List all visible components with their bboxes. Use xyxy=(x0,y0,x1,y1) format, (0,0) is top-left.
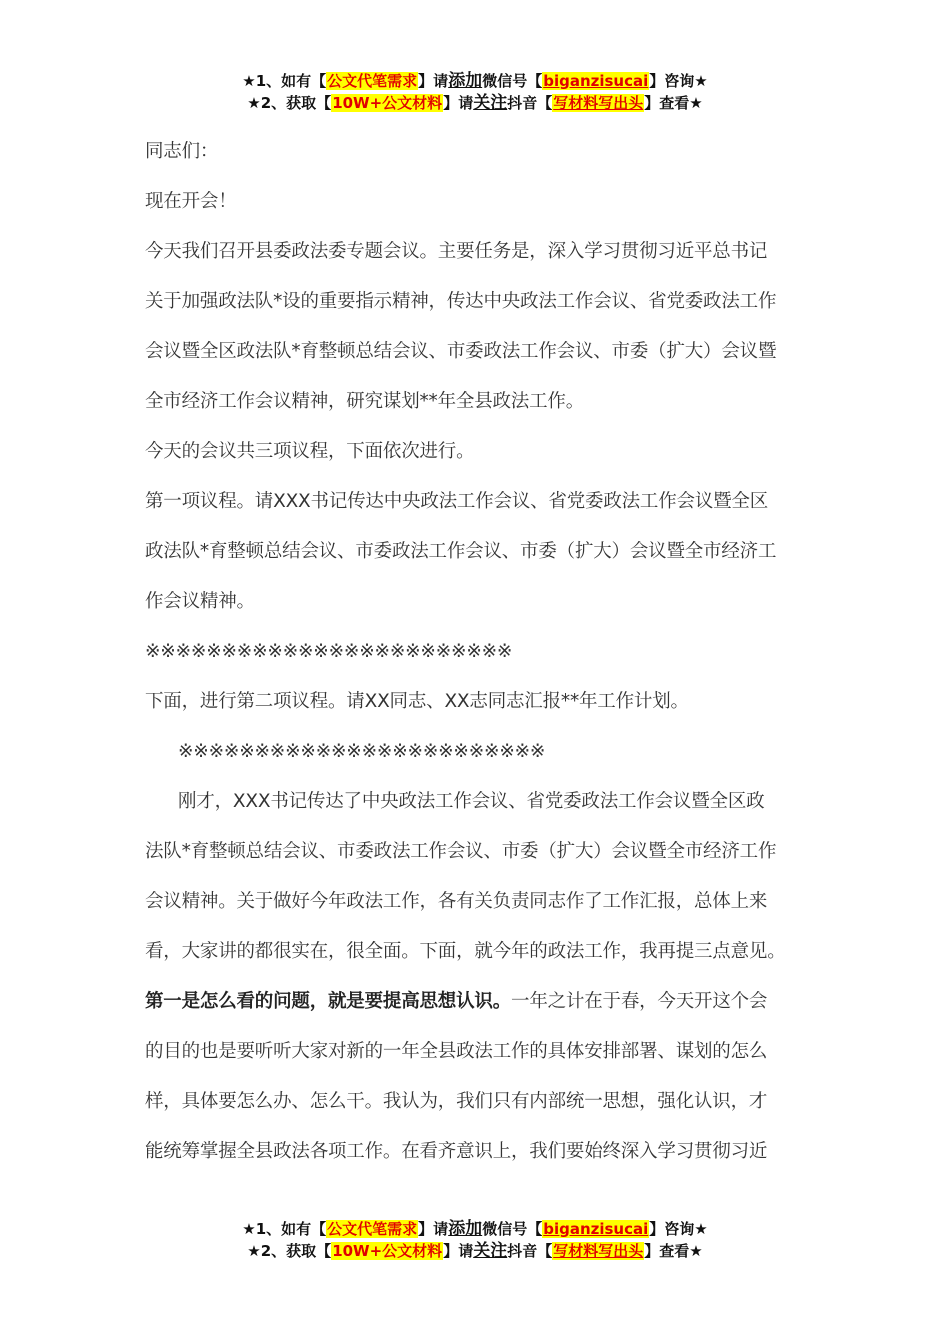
notice-highlight: 公文代笔需求 xyxy=(327,72,418,90)
notice-text: 】请 xyxy=(443,1242,474,1260)
footer-notice xyxy=(0,1218,950,1262)
notice-text: 】咨询★ xyxy=(649,72,708,90)
paragraph: 现在开会！ xyxy=(145,191,237,212)
notice-text: 】请 xyxy=(418,1220,449,1238)
wechat-id-link[interactable]: biganzisucai xyxy=(543,1220,649,1238)
notice-line-2 xyxy=(0,1240,950,1262)
paragraph-line: 会议暨全区政法队*育整顿总结会议、市委政法工作会议、市委（扩大）会议暨 xyxy=(145,341,777,362)
salutation: 同志们： xyxy=(145,141,219,162)
paragraph-line: 法队*育整顿总结会议、市委政法工作会议、市委（扩大）会议暨全市经济工作 xyxy=(145,841,777,862)
paragraph-line: 看，大家讲的都很实在，很全面。下面，就今年的政法工作，我再提三点意见。 xyxy=(145,941,786,962)
notice-underlined: 添加 xyxy=(448,71,483,91)
notice-text: ★2、获取【 xyxy=(247,1242,332,1260)
header-notice xyxy=(0,70,950,114)
notice-highlight: 10W+公文材料 xyxy=(332,94,443,112)
paragraph: 下面，进行第二项议程。请XX同志、XX志同志汇报**年工作计划。 xyxy=(145,691,689,712)
paragraph-line: 会议精神。关于做好今年政法工作，各有关负责同志作了工作汇报，总体上来 xyxy=(145,891,768,912)
separator-marks: ※※※※※※※※※※※※※※※※※※※※※※※※ xyxy=(145,641,513,662)
wechat-id-link[interactable]: biganzisucai xyxy=(543,72,649,90)
notice-text: 抖音【 xyxy=(507,94,553,112)
notice-text: 微信号【 xyxy=(482,72,543,90)
notice-underlined: 关注 xyxy=(473,93,508,113)
paragraph-line: 的目的也是要听听大家对新的一年全县政法工作的具体安排部署、谋划的怎么 xyxy=(145,1041,768,1062)
paragraph-line: 全市经济工作会议精神，研究谋划**年全县政法工作。 xyxy=(145,391,585,412)
notice-line-1 xyxy=(0,1218,950,1240)
paragraph-line: 第一项议程。请XXX书记传达中央政法工作会议、省党委政法工作会议暨全区 xyxy=(145,491,769,512)
separator-marks: ※※※※※※※※※※※※※※※※※※※※※※※※ xyxy=(178,741,546,762)
douyin-account-link[interactable]: 写材料写出头 xyxy=(553,94,644,112)
notice-text: ★2、获取【 xyxy=(247,94,332,112)
notice-text: ★1、如有【 xyxy=(242,72,327,90)
paragraph-line: 刚才，XXX书记传达了中央政法工作会议、省党委政法工作会议暨全区政 xyxy=(178,791,765,812)
notice-highlight: 10W+公文材料 xyxy=(332,1242,443,1260)
paragraph-line: 政法队*育整顿总结会议、市委政法工作会议、市委（扩大）会议暨全市经济工 xyxy=(145,541,777,562)
point-heading: 第一是怎么看的问题，就是要提高思想认识。 xyxy=(145,991,512,1012)
paragraph-line: 作会议精神。 xyxy=(145,591,255,612)
paragraph-line: 能统筹掌握全县政法各项工作。在看齐意识上，我们要始终深入学习贯彻习近 xyxy=(145,1141,768,1162)
notice-line-1 xyxy=(0,70,950,92)
notice-text: 微信号【 xyxy=(482,1220,543,1238)
paragraph-line: 今天我们召开县委政法委专题会议。主要任务是，深入学习贯彻习近平总书记 xyxy=(145,241,768,262)
douyin-account-link[interactable]: 写材料写出头 xyxy=(553,1242,644,1260)
paragraph: 今天的会议共三项议程，下面依次进行。 xyxy=(145,441,475,462)
notice-text: 抖音【 xyxy=(507,1242,553,1260)
notice-text: 】请 xyxy=(418,72,449,90)
point-text: 一年之计在于春，今天开这个会 xyxy=(511,991,768,1012)
notice-highlight: 公文代笔需求 xyxy=(327,1220,418,1238)
notice-underlined: 添加 xyxy=(448,1219,483,1239)
notice-text: 】咨询★ xyxy=(649,1220,708,1238)
paragraph-line: 关于加强政法队*设的重要指示精神，传达中央政法工作会议、省党委政法工作 xyxy=(145,291,777,312)
document-body xyxy=(145,127,807,1177)
notice-text: 】请 xyxy=(443,94,474,112)
notice-underlined: 关注 xyxy=(473,1241,508,1261)
notice-line-2 xyxy=(0,92,950,114)
paragraph-line: 样，具体要怎么办、怎么干。我认为，我们只有内部统一思想，强化认识，才 xyxy=(145,1091,768,1112)
notice-text: 】查看★ xyxy=(644,94,703,112)
notice-text: 】查看★ xyxy=(644,1242,703,1260)
paragraph-line xyxy=(145,977,807,1027)
notice-text: ★1、如有【 xyxy=(242,1220,327,1238)
